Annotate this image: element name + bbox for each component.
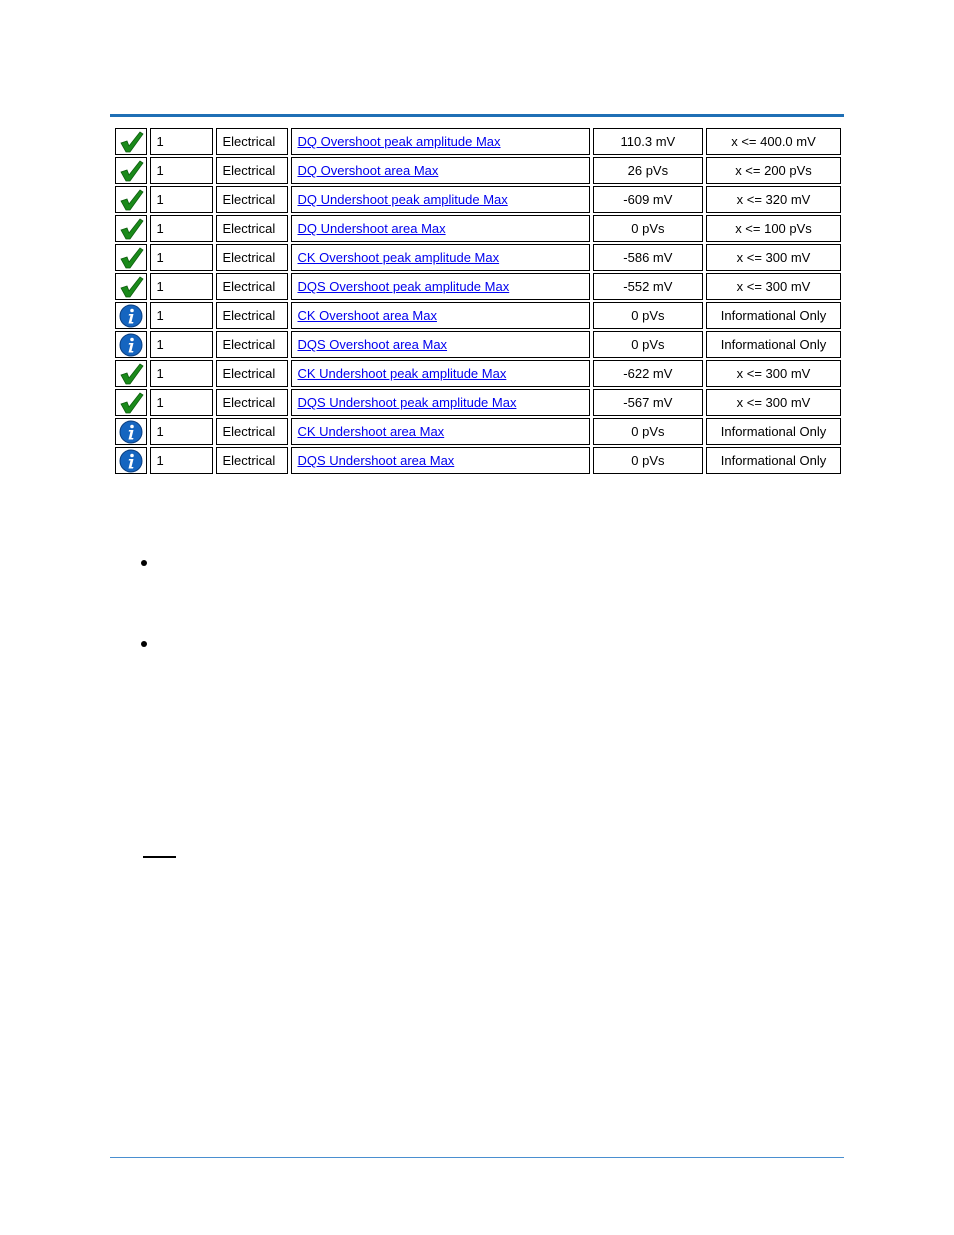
iteration-cell: 1 [150,273,213,300]
bullet-point [141,560,147,566]
value-cell: 0 pVs [593,331,703,358]
limit-cell: x <= 400.0 mV [706,128,841,155]
limit-cell: x <= 300 mV [706,273,841,300]
limit-cell: x <= 100 pVs [706,215,841,242]
test-name-cell [291,273,590,300]
type-cell: Electrical [216,244,288,271]
iteration-cell: 1 [150,447,213,474]
test-name-link[interactable]: CK Undershoot peak amplitude Max [297,366,507,381]
checkmark-icon [118,275,144,299]
checkmark-icon [118,159,144,183]
test-name-cell [291,447,590,474]
checkmark-icon [118,130,144,154]
table-row [115,273,841,300]
test-name-cell [291,389,590,416]
limit-cell: x <= 300 mV [706,360,841,387]
info-icon [118,333,144,357]
table-row [115,128,841,155]
test-name-cell [291,360,590,387]
status-cell [115,418,147,445]
iteration-cell: 1 [150,360,213,387]
iteration-cell: 1 [150,302,213,329]
value-cell: 26 pVs [593,157,703,184]
table-row [115,244,841,271]
limit-cell: x <= 300 mV [706,244,841,271]
test-name-link[interactable]: DQ Overshoot area Max [297,163,439,178]
type-cell: Electrical [216,215,288,242]
value-cell: -622 mV [593,360,703,387]
footer-rule [110,1157,844,1158]
iteration-cell: 1 [150,186,213,213]
value-cell: 0 pVs [593,447,703,474]
test-name-cell [291,128,590,155]
iteration-cell: 1 [150,389,213,416]
test-name-link[interactable]: CK Undershoot area Max [297,424,445,439]
status-cell [115,128,147,155]
value-cell: -567 mV [593,389,703,416]
type-cell: Electrical [216,157,288,184]
limit-cell: x <= 320 mV [706,186,841,213]
test-name-link[interactable]: DQS Undershoot peak amplitude Max [297,395,517,410]
limit-cell: Informational Only [706,447,841,474]
table-row [115,186,841,213]
status-cell [115,157,147,184]
status-cell [115,447,147,474]
limit-cell: Informational Only [706,331,841,358]
iteration-cell: 1 [150,418,213,445]
iteration-cell: 1 [150,215,213,242]
table-row [115,157,841,184]
iteration-cell: 1 [150,157,213,184]
header-rule [110,114,844,117]
value-cell: 0 pVs [593,418,703,445]
test-name-cell [291,331,590,358]
type-cell: Electrical [216,186,288,213]
status-cell [115,302,147,329]
value-cell: 0 pVs [593,215,703,242]
type-cell: Electrical [216,128,288,155]
checkmark-icon [118,246,144,270]
table-row [115,360,841,387]
iteration-cell: 1 [150,331,213,358]
limit-cell: x <= 300 mV [706,389,841,416]
test-name-cell [291,157,590,184]
limit-cell: x <= 200 pVs [706,157,841,184]
status-cell [115,389,147,416]
table-row [115,418,841,445]
test-name-link[interactable]: CK Overshoot area Max [297,308,437,323]
table-row [115,447,841,474]
table-row [115,215,841,242]
checkmark-icon [118,362,144,386]
test-name-cell [291,244,590,271]
type-cell: Electrical [216,360,288,387]
status-cell [115,215,147,242]
type-cell: Electrical [216,273,288,300]
status-cell [115,244,147,271]
limit-cell: Informational Only [706,418,841,445]
table-row [115,302,841,329]
test-name-link[interactable]: DQS Undershoot area Max [297,453,455,468]
info-icon [118,304,144,328]
value-cell: -552 mV [593,273,703,300]
limit-cell: Informational Only [706,302,841,329]
info-icon [118,449,144,473]
bullet-point [141,641,147,647]
iteration-cell: 1 [150,128,213,155]
note-underline [143,856,176,858]
test-name-link[interactable]: DQS Overshoot area Max [297,337,448,352]
test-name-cell [291,186,590,213]
status-cell [115,273,147,300]
type-cell: Electrical [216,447,288,474]
test-name-link[interactable]: DQ Undershoot peak amplitude Max [297,192,508,207]
info-icon [118,420,144,444]
test-name-cell [291,418,590,445]
test-name-cell [291,215,590,242]
table-row [115,389,841,416]
test-name-link[interactable]: DQ Overshoot peak amplitude Max [297,134,501,149]
value-cell: 0 pVs [593,302,703,329]
type-cell: Electrical [216,389,288,416]
test-name-link[interactable]: DQS Overshoot peak amplitude Max [297,279,510,294]
value-cell: -586 mV [593,244,703,271]
iteration-cell: 1 [150,244,213,271]
status-cell [115,331,147,358]
table-row [115,331,841,358]
status-cell [115,360,147,387]
test-name-link[interactable]: DQ Undershoot area Max [297,221,446,236]
value-cell: -609 mV [593,186,703,213]
checkmark-icon [118,391,144,415]
checkmark-icon [118,188,144,212]
type-cell: Electrical [216,418,288,445]
test-name-link[interactable]: CK Overshoot peak amplitude Max [297,250,500,265]
type-cell: Electrical [216,302,288,329]
results-table-body [115,128,841,474]
results-table [112,126,844,476]
type-cell: Electrical [216,331,288,358]
value-cell: 110.3 mV [593,128,703,155]
checkmark-icon [118,217,144,241]
test-name-cell [291,302,590,329]
status-cell [115,186,147,213]
